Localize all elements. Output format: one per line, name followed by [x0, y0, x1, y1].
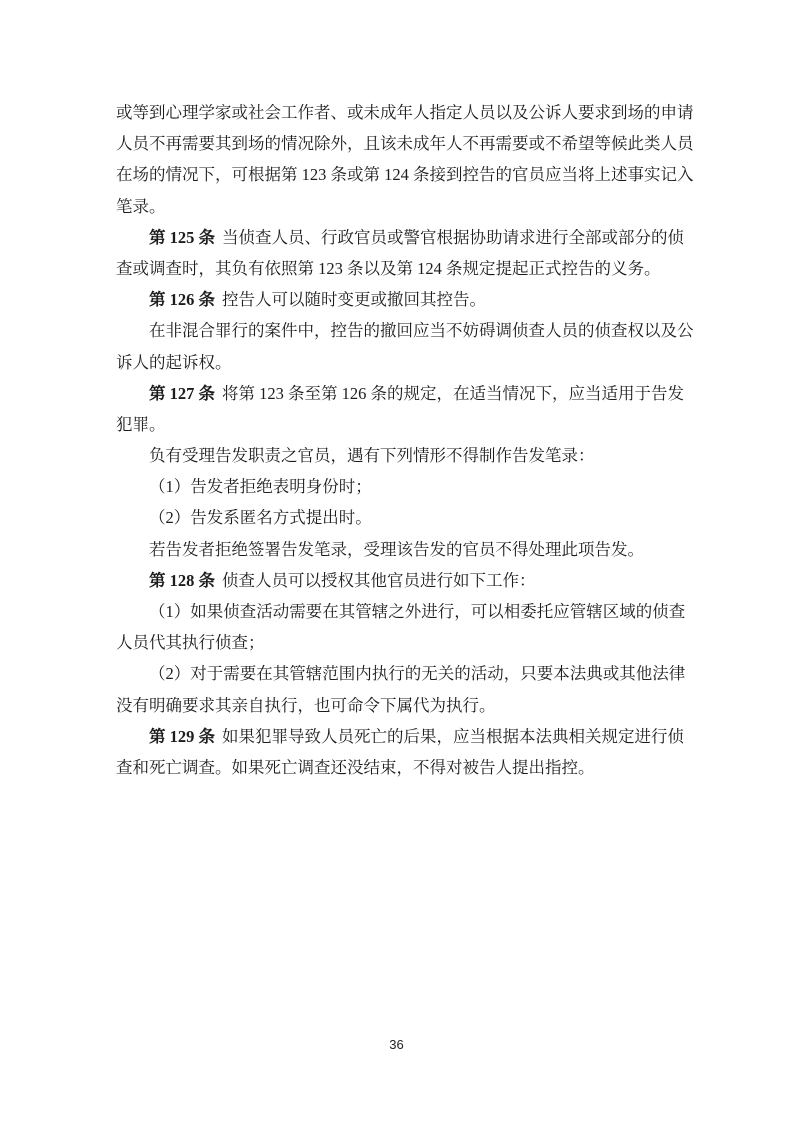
- text-line: [116, 690, 680, 721]
- paragraph: [116, 596, 686, 658]
- article-paragraph: [116, 222, 684, 284]
- line-text: 犯罪。: [116, 414, 166, 434]
- text-line: [116, 159, 694, 190]
- text-block: [116, 97, 694, 783]
- line-text: （1）如果侦查活动需要在其管辖之外进行，可以相委托应管辖区域的侦查: [149, 602, 686, 621]
- paragraph: [116, 502, 680, 533]
- article-paragraph: [116, 378, 684, 440]
- line-text: 人员代其执行侦查；: [116, 633, 265, 653]
- line-text: （1）告发者拒绝表明身份时；: [149, 477, 372, 497]
- text-line: [116, 347, 680, 378]
- paragraph: [116, 440, 680, 471]
- line-text: 将第 123 条至第 126 条的规定，在适当情况下，应当适用于告发: [222, 383, 684, 403]
- text-line: [116, 721, 684, 752]
- text-line: [116, 315, 694, 346]
- line-text: 当侦查人员、行政官员或警官根据协助请求进行全部或部分的侦: [222, 227, 684, 247]
- line-text: 如果犯罪导致人员死亡的后果，应当根据本法典相关规定进行侦: [222, 726, 684, 746]
- article-paragraph: [116, 284, 680, 315]
- line-text: 若告发者拒绝签署告发笔录，受理该告发的官员不得处理此项告发。: [149, 539, 644, 559]
- line-text: 在非混合罪行的案件中，控告的撤回应当不妨碍调侦查人员的侦查权以及公: [149, 321, 694, 341]
- line-text: 没有明确要求其亲自执行，也可命令下属代为执行。: [116, 695, 496, 715]
- text-line: [116, 565, 680, 596]
- article-number: 第 127 条: [149, 383, 215, 403]
- line-text: 负有受理告发职责之官员，遇有下列情形不得制作告发笔录：: [149, 446, 595, 466]
- line-text: 诉人的起诉权。: [116, 352, 232, 372]
- article-paragraph: [116, 565, 680, 596]
- page-number: 36: [389, 1037, 404, 1052]
- article-number: 第 129 条: [149, 726, 215, 746]
- line-text: 笔录。: [116, 196, 166, 216]
- line-text: 查或调查时，其负有依照第 123 条以及第 124 条规定提起正式控告的义务。: [116, 258, 661, 278]
- text-line: [116, 253, 680, 284]
- text-line: [116, 658, 686, 689]
- text-line: [116, 378, 684, 409]
- text-line: [116, 222, 684, 253]
- paragraph: [116, 658, 686, 720]
- text-line: [116, 627, 680, 658]
- line-text: 控告人可以随时变更或撤回其控告。: [222, 290, 486, 310]
- line-text: 侦查人员可以授权其他官员进行如下工作：: [222, 570, 536, 590]
- line-text: 或等到心理学家或社会工作者、或未成年人指定人员以及公诉人要求到场的申请: [116, 103, 694, 122]
- text-line: [116, 409, 680, 440]
- text-line: [116, 440, 680, 471]
- text-line: [116, 191, 680, 222]
- paragraph: [116, 97, 694, 222]
- paragraph: [116, 534, 680, 565]
- text-line: [116, 128, 694, 159]
- text-line: [116, 752, 680, 783]
- line-text: 人员不再需要其到场的情况除外，且该未成年人不再需要或不希望等候此类人员: [116, 134, 694, 154]
- paragraph: [116, 471, 680, 502]
- article-number: 第 125 条: [149, 227, 215, 247]
- text-line: [116, 596, 686, 627]
- text-line: [116, 502, 680, 533]
- line-text: （2）告发系匿名方式提出时。: [149, 508, 372, 528]
- line-text: （2）对于需要在其管辖范围内执行的无关的活动，只要本法典或其他法律: [149, 664, 686, 684]
- text-line: [116, 97, 694, 128]
- article-paragraph: [116, 721, 684, 783]
- text-line: [116, 471, 680, 502]
- line-text: 在场的情况下，可根据第 123 条或第 124 条接到控告的官员应当将上述事实记入: [116, 165, 694, 185]
- article-number: 第 126 条: [149, 290, 215, 310]
- text-line: [116, 284, 680, 315]
- text-line: [116, 534, 680, 565]
- paragraph: [116, 315, 694, 377]
- line-text: 查和死亡调查。如果死亡调查还没结束，不得对被告人提出指控。: [116, 757, 595, 777]
- article-number: 第 128 条: [149, 570, 215, 590]
